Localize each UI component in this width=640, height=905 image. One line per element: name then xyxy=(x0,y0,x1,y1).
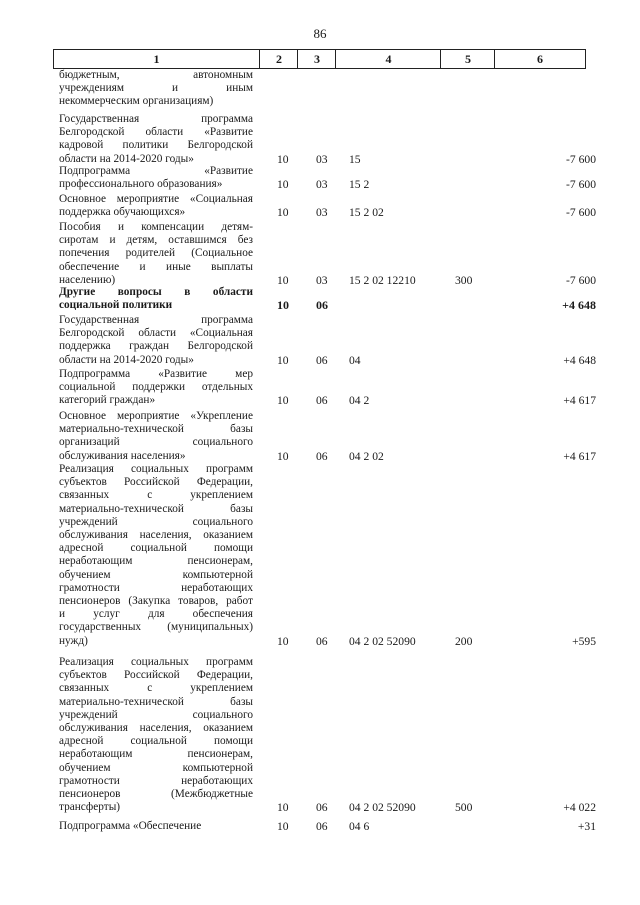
table-row xyxy=(0,314,640,367)
description-line: населению) xyxy=(59,273,116,286)
row-section: 10 xyxy=(277,152,289,166)
description-line: учреждений социального xyxy=(59,708,253,721)
row-amount: +4 617 xyxy=(563,394,596,408)
description-line: обслуживания населения» xyxy=(59,449,186,462)
row-subsection: 06 xyxy=(316,801,328,815)
row-subsection: 06 xyxy=(316,353,328,367)
description-line: обучением компьютерной xyxy=(59,761,253,774)
table-row xyxy=(0,113,640,166)
description-line: Другие вопросы в области xyxy=(59,286,253,298)
row-description xyxy=(59,314,253,367)
description-line: Государственная программа xyxy=(59,113,253,125)
description-line: пенсионеров (Закупка товаров, работ xyxy=(59,595,253,608)
description-line: сиротам и детям, оставшимся без xyxy=(59,234,253,247)
row-section: 10 xyxy=(277,206,289,220)
header-col-6: 6 xyxy=(494,50,585,68)
table-row xyxy=(0,165,640,191)
row-target-article: 04 6 xyxy=(349,819,370,833)
row-section: 10 xyxy=(277,353,289,367)
description-line: области на 2014-2020 годы» xyxy=(59,152,194,165)
row-amount: -7 600 xyxy=(566,273,596,287)
row-amount: -7 600 xyxy=(566,178,596,192)
row-subsection: 06 xyxy=(316,298,328,313)
header-col-5: 5 xyxy=(440,50,495,68)
description-line: нужд) xyxy=(59,634,88,647)
description-line: поддержка обучающихся» xyxy=(59,206,186,219)
table-row xyxy=(0,368,640,408)
description-line: материально-технической базы xyxy=(59,502,253,515)
description-line: неработающим пенсионерам, xyxy=(59,555,253,568)
description-line: Белгородской области «Развитие xyxy=(59,126,253,139)
description-line: Подпрограмма «Обеспечение xyxy=(59,820,202,832)
row-subsection: 03 xyxy=(316,273,328,287)
row-subsection: 06 xyxy=(316,394,328,408)
description-line: субъектов Российской Федерации, xyxy=(59,476,253,489)
row-subsection: 03 xyxy=(316,152,328,166)
row-target-article: 04 2 xyxy=(349,394,370,408)
row-description xyxy=(59,286,253,312)
row-amount: -7 600 xyxy=(566,206,596,220)
row-target-article: 15 2 xyxy=(349,178,370,192)
description-line: государственных (муниципальных) xyxy=(59,621,253,634)
description-line: категорий граждан» xyxy=(59,394,156,407)
description-line: Реализация социальных программ xyxy=(59,463,253,475)
row-target-article: 04 xyxy=(349,353,361,367)
description-line: адресной социальной помощи xyxy=(59,542,253,555)
row-target-article: 04 2 02 52090 xyxy=(349,634,416,648)
row-description xyxy=(59,221,253,287)
description-line: материально-технической базы xyxy=(59,695,253,708)
page-number: 86 xyxy=(313,26,327,41)
description-line: трансферты) xyxy=(59,801,121,814)
description-line: обеспечение и иные выплаты xyxy=(59,260,253,273)
row-expense-type: 200 xyxy=(455,634,473,648)
row-amount: +4 648 xyxy=(562,298,596,313)
row-subsection: 06 xyxy=(316,819,328,833)
table-row xyxy=(0,69,640,109)
description-line: Подпрограмма «Развитие xyxy=(59,165,253,177)
row-section: 10 xyxy=(277,449,289,463)
row-section: 10 xyxy=(277,634,289,648)
description-line: Основное мероприятие «Социальная xyxy=(59,193,253,205)
row-target-article: 15 xyxy=(349,152,361,166)
description-line: учреждениям и иным xyxy=(59,82,253,95)
description-line: неработающим пенсионерам, xyxy=(59,748,253,761)
description-line: и услуг для обеспечения xyxy=(59,608,253,621)
row-amount: -7 600 xyxy=(566,152,596,166)
row-subsection: 06 xyxy=(316,449,328,463)
description-line: попечения родителей (Социальное xyxy=(59,247,253,260)
description-line: профессионального образования» xyxy=(59,178,223,191)
description-line: обслуживания населения, оказанием xyxy=(59,529,253,542)
description-line: материально-технической базы xyxy=(59,423,253,436)
description-line: Подпрограмма «Развитие мер xyxy=(59,368,253,380)
row-expense-type: 300 xyxy=(455,273,473,287)
description-line: грамотности неработающих xyxy=(59,581,253,594)
row-description xyxy=(59,113,253,166)
header-col-4: 4 xyxy=(335,50,441,68)
row-description xyxy=(59,410,253,463)
header-col-1: 1 xyxy=(153,52,160,66)
description-line: Пособия и компенсации детям- xyxy=(59,221,253,233)
description-line: грамотности неработающих xyxy=(59,774,253,787)
description-line: бюджетным, автономным xyxy=(59,69,253,81)
description-line: Основное мероприятие «Укрепление xyxy=(59,410,253,422)
description-line: социальной поддержки отдельных xyxy=(59,381,253,394)
description-line: поддержка граждан Белгородской xyxy=(59,340,253,353)
row-expense-type: 500 xyxy=(455,801,473,815)
table-row xyxy=(0,656,640,814)
row-section: 10 xyxy=(277,394,289,408)
row-amount: +4 022 xyxy=(563,801,596,815)
row-amount: +4 648 xyxy=(563,353,596,367)
table-row xyxy=(0,820,640,833)
description-line: некоммерческим организациям) xyxy=(59,95,214,108)
row-description xyxy=(59,69,253,109)
description-line: Государственная программа xyxy=(59,314,253,326)
description-line: пенсионеров (Межбюджетные xyxy=(59,788,253,801)
description-line: учреждений социального xyxy=(59,515,253,528)
table-header xyxy=(53,49,586,69)
row-amount: +4 617 xyxy=(563,449,596,463)
row-description xyxy=(59,368,253,408)
header-col-3: 3 xyxy=(297,50,336,68)
row-section: 10 xyxy=(277,298,289,313)
description-line: кадровой политики Белгородской xyxy=(59,139,253,152)
description-line: области на 2014-2020 годы» xyxy=(59,353,194,366)
description-line: организаций социального xyxy=(59,436,253,449)
row-section: 10 xyxy=(277,273,289,287)
row-subsection: 03 xyxy=(316,178,328,192)
row-section: 10 xyxy=(277,178,289,192)
row-section: 10 xyxy=(277,819,289,833)
description-line: субъектов Российской Федерации, xyxy=(59,669,253,682)
description-line: обслуживания населения, оказанием xyxy=(59,722,253,735)
row-description xyxy=(59,193,253,219)
row-target-article: 04 2 02 xyxy=(349,449,384,463)
row-description xyxy=(59,463,253,648)
description-line: Белгородской области «Социальная xyxy=(59,327,253,340)
table-row xyxy=(0,286,640,312)
table-row xyxy=(0,463,640,648)
description-line: адресной социальной помощи xyxy=(59,735,253,748)
description-line: социальной политики xyxy=(59,299,173,312)
table-row xyxy=(0,221,640,287)
row-amount: +31 xyxy=(577,819,596,833)
row-description xyxy=(59,820,253,833)
description-line: обучением компьютерной xyxy=(59,568,253,581)
row-description xyxy=(59,656,253,814)
row-target-article: 15 2 02 12210 xyxy=(349,273,416,287)
table-row xyxy=(0,410,640,463)
row-subsection: 03 xyxy=(316,206,328,220)
row-amount: +595 xyxy=(572,634,596,648)
description-line: связанных с укреплением xyxy=(59,682,253,695)
table-row xyxy=(0,193,640,219)
row-target-article: 15 2 02 xyxy=(349,206,384,220)
description-line: связанных с укреплением xyxy=(59,489,253,502)
row-target-article: 04 2 02 52090 xyxy=(349,801,416,815)
header-col-2: 2 xyxy=(259,50,298,68)
row-section: 10 xyxy=(277,801,289,815)
row-description xyxy=(59,165,253,191)
description-line: Реализация социальных программ xyxy=(59,656,253,668)
row-subsection: 06 xyxy=(316,634,328,648)
